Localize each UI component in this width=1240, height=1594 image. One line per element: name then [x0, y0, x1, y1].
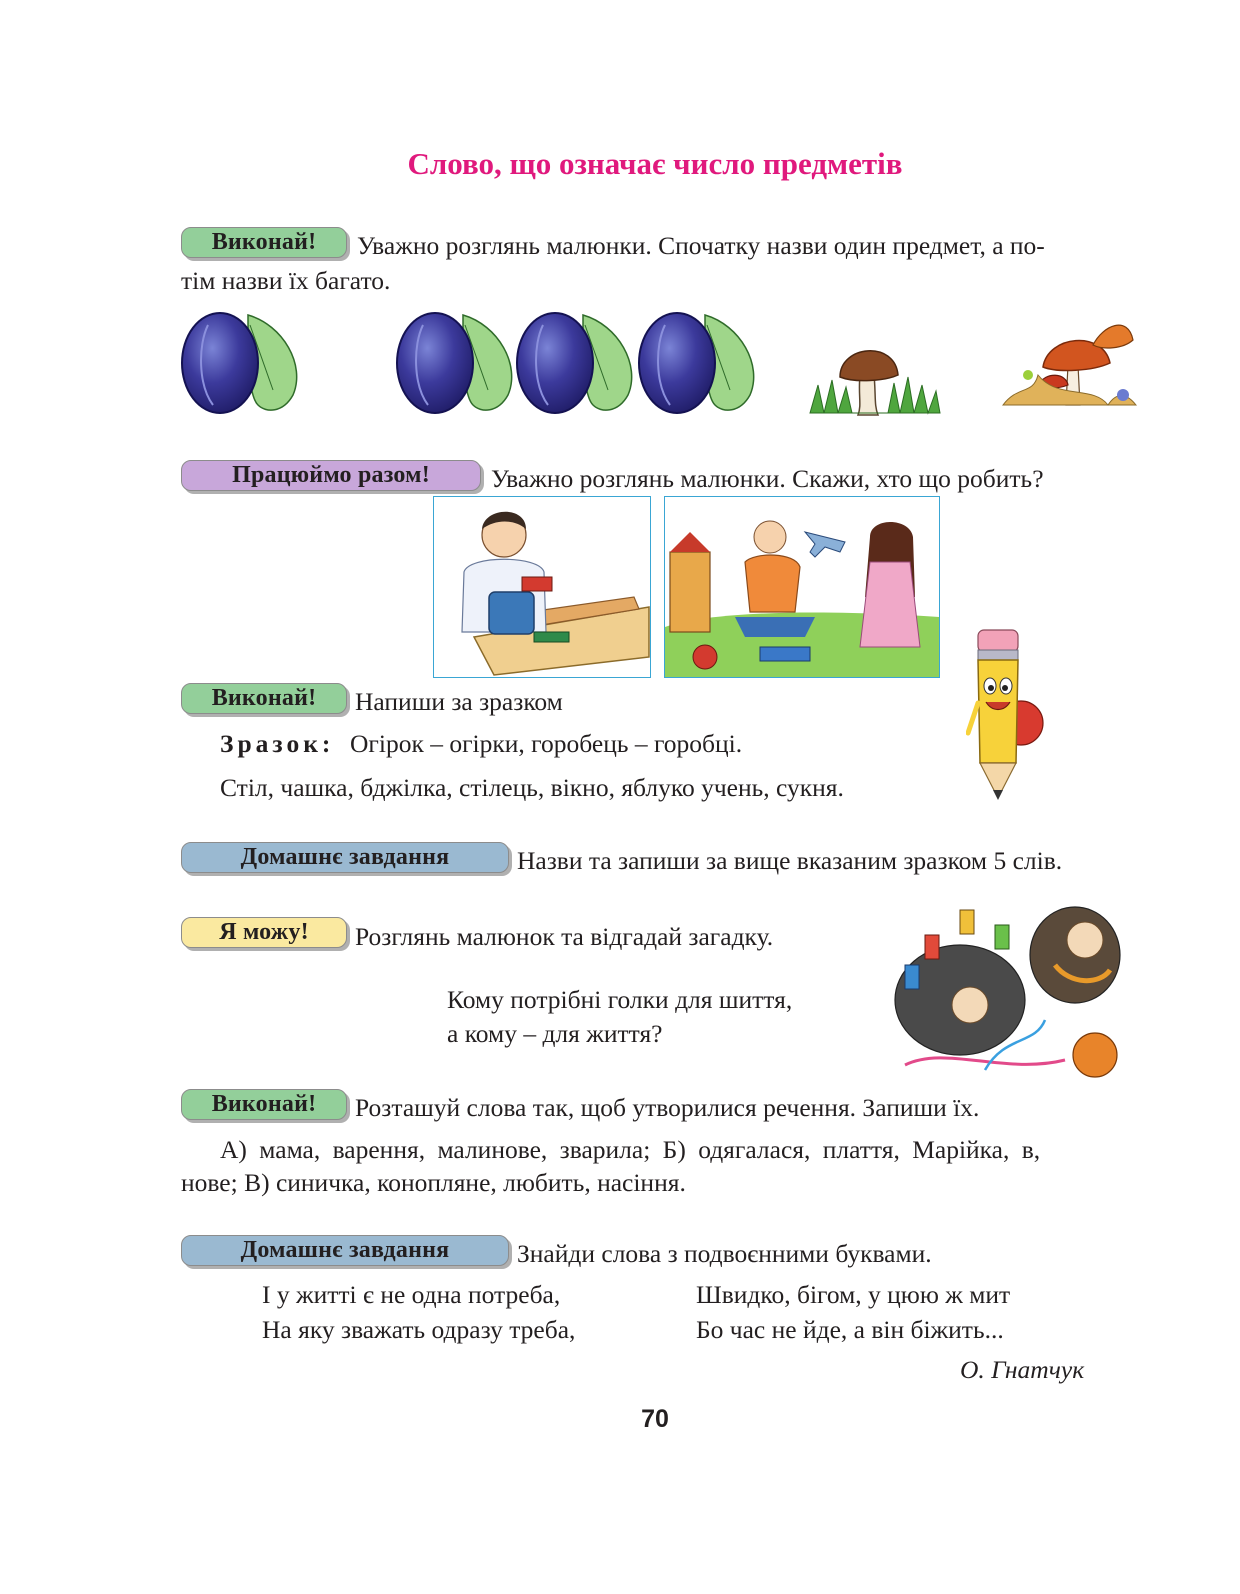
- task-badge-work-together: Працюймо разом!: [181, 460, 481, 491]
- task-text: Уважно розглянь малюнки. Скажи, хто що робить?: [491, 464, 1044, 493]
- poem-line: Бо час не йде, а він біжить...: [696, 1315, 1004, 1344]
- children-playing-image: [664, 496, 940, 678]
- task-text-continued: тім назви їх багато.: [181, 266, 391, 295]
- task-text: Напиши за зразком: [355, 687, 563, 716]
- task-badge-do: Виконай!: [181, 1089, 347, 1120]
- poem-line: На яку зважать одразу треба,: [262, 1315, 576, 1344]
- task-text: Уважно розглянь малюнки. Спочатку назви один предмет, а по-: [357, 231, 1045, 260]
- page-title: Слово, що означає число предметів: [407, 146, 903, 181]
- plum-icon: [397, 313, 512, 413]
- homework-text: Назви та запиши за вище вказаним зразком 5 слів.: [517, 846, 1063, 875]
- riddle-line: Кому потрібні голки для шиття,: [447, 985, 793, 1014]
- page-number: 70: [641, 1405, 669, 1433]
- boy-with-schoolbag-icon: [434, 497, 650, 677]
- homework-badge: Домашнє завдання: [181, 842, 509, 873]
- exercise-line: А) мама, варення, малинове, зварила; Б) одягалася, плаття, Марійка, в,: [220, 1135, 1041, 1164]
- hedgehogs-with-thread-icon: [885, 895, 1135, 1085]
- task-text: Розташуй слова так, щоб утворилися речення. Запиши їх.: [355, 1093, 980, 1122]
- sample-text: Огірок – огірки, горобець – горобці.: [350, 729, 743, 758]
- task-badge-do: Виконай!: [181, 227, 347, 258]
- poem-author: О. Гнатчук: [960, 1355, 1085, 1384]
- plum-icon: [182, 313, 297, 413]
- homework-text: Знайди слова з подвоєнними буквами.: [517, 1239, 932, 1268]
- sample-label: Зразок:: [220, 729, 335, 758]
- mushroom-icon: [810, 351, 940, 415]
- word-list: Стіл, чашка, бджілка, стілець, вікно, яблуко учень, сукня.: [220, 773, 844, 802]
- exercise-line: нове; В) синичка, коноплянe, любить, насіння.: [181, 1168, 686, 1197]
- plums-and-mushrooms-illustration: [178, 305, 1138, 420]
- task-badge-do: Виконай!: [181, 683, 347, 714]
- pencil-mascot-icon: [966, 628, 1046, 803]
- task-badge-i-can: Я можу!: [181, 917, 347, 948]
- poem-line: Швидко, бігом, у цюю ж мит: [696, 1280, 1011, 1309]
- riddle-line: а кому – для життя?: [447, 1019, 663, 1048]
- task-text: Розглянь малюнок та відгадай загадку.: [355, 922, 774, 951]
- homework-badge: Домашнє завдання: [181, 1235, 509, 1266]
- boy-with-schoolbag-image: [433, 496, 651, 678]
- plum-icon: [639, 313, 754, 413]
- children-playing-icon: [665, 497, 939, 677]
- mushrooms-group-icon: [1003, 325, 1136, 405]
- plum-icon: [517, 313, 632, 413]
- poem-line: І у житті є не одна потреба,: [262, 1280, 561, 1309]
